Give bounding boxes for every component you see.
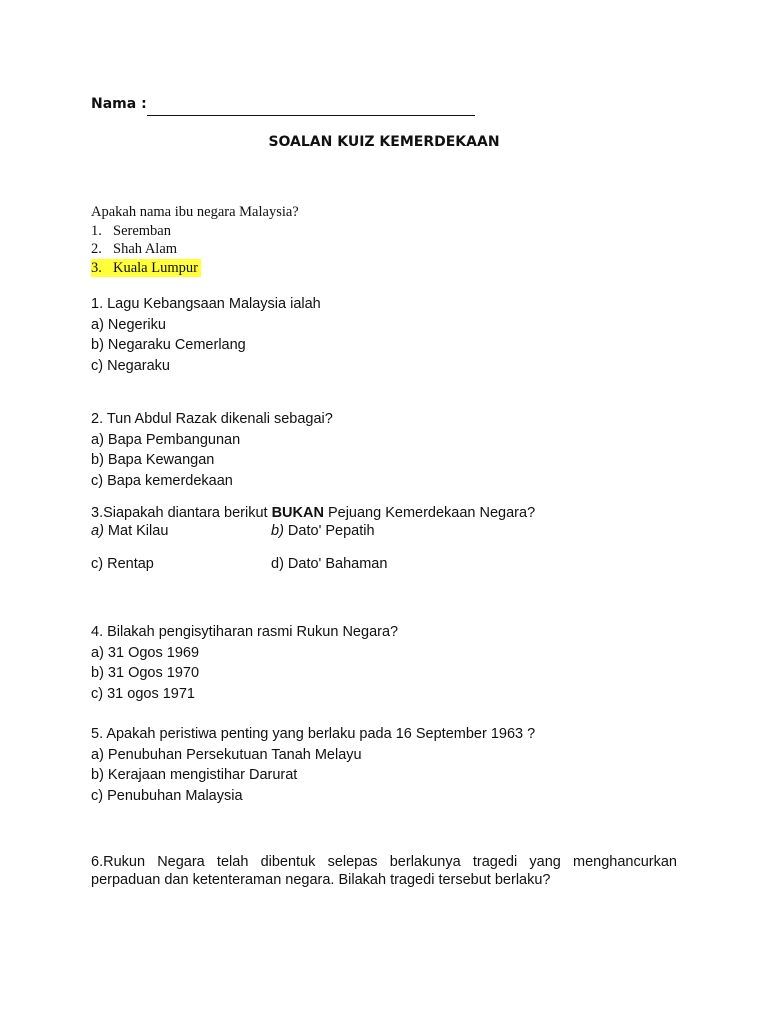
question-2-option-b: b) Bapa Kewangan bbox=[91, 452, 215, 468]
question-2-option-c: c) Bapa kemerdekaan bbox=[91, 472, 233, 489]
question-4-option-a: a) 31 Ogos 1969 bbox=[91, 644, 200, 661]
question-4-option-b: b) 31 Ogos 1970 bbox=[91, 665, 200, 681]
question-1-text: 1. Lagu Kebangsaan Malaysia ialah bbox=[91, 296, 321, 312]
question-1-option-b: b) Negaraku Cemerlang bbox=[91, 337, 246, 353]
question-3-option-b: b) Dato' Pepatih bbox=[271, 523, 375, 539]
question-5-text: 5. Apakah peristiwa penting yang berlaku pada 16 September 1963 ? bbox=[91, 726, 536, 742]
question-1-option-c: c) Negaraku bbox=[91, 357, 170, 374]
example-option-3-highlighted: 3. Kuala Lumpur bbox=[91, 259, 299, 278]
example-question bbox=[91, 203, 299, 277]
question-3-text: 3.Siapakah diantara berikut BUKAN Pejuang Kemerdekaan Negara? bbox=[91, 505, 536, 521]
name-label: Nama : bbox=[91, 96, 147, 112]
question-3-bold-word: BUKAN bbox=[271, 505, 324, 521]
question-6 bbox=[91, 853, 677, 889]
name-blank-line[interactable] bbox=[147, 115, 475, 116]
question-2 bbox=[91, 409, 333, 491]
question-5-option-a: a) Penubuhan Persekutuan Tanah Melayu bbox=[91, 746, 362, 763]
example-option-2: 2. Shah Alam bbox=[91, 241, 178, 257]
example-question-text: Apakah nama ibu negara Malaysia? bbox=[91, 204, 299, 220]
question-3-option-a: a) Mat Kilau bbox=[91, 523, 169, 539]
question-3-option-c: c) Rentap bbox=[91, 556, 154, 572]
page-title: SOALAN KUIZ KEMERDEKAAN bbox=[268, 134, 500, 150]
question-3-option-d: d) Dato' Bahaman bbox=[271, 556, 388, 572]
question-5 bbox=[91, 724, 535, 806]
name-field-row bbox=[91, 96, 491, 118]
example-option-1: 1. Seremban bbox=[91, 222, 171, 239]
question-5-option-b: b) Kerajaan mengistihar Darurat bbox=[91, 767, 298, 783]
question-2-text: 2. Tun Abdul Razak dikenali sebagai? bbox=[91, 411, 333, 427]
question-1 bbox=[91, 294, 321, 376]
question-4-text: 4. Bilakah pengisytiharan rasmi Rukun Negara? bbox=[91, 624, 399, 640]
question-4 bbox=[91, 622, 398, 704]
question-1-option-a: a) Negeriku bbox=[91, 316, 166, 333]
question-6-line-1: 6.Rukun Negara telah dibentuk selepas berlakunya tragedi yang menghancurkan bbox=[91, 854, 677, 870]
question-6-line-2: perpaduan dan ketenteraman negara. Bilakah tragedi tersebut berlaku? bbox=[91, 872, 551, 888]
question-2-option-a: a) Bapa Pembangunan bbox=[91, 431, 241, 448]
question-4-option-c: c) 31 ogos 1971 bbox=[91, 685, 195, 702]
question-5-option-c: c) Penubuhan Malaysia bbox=[91, 787, 243, 804]
